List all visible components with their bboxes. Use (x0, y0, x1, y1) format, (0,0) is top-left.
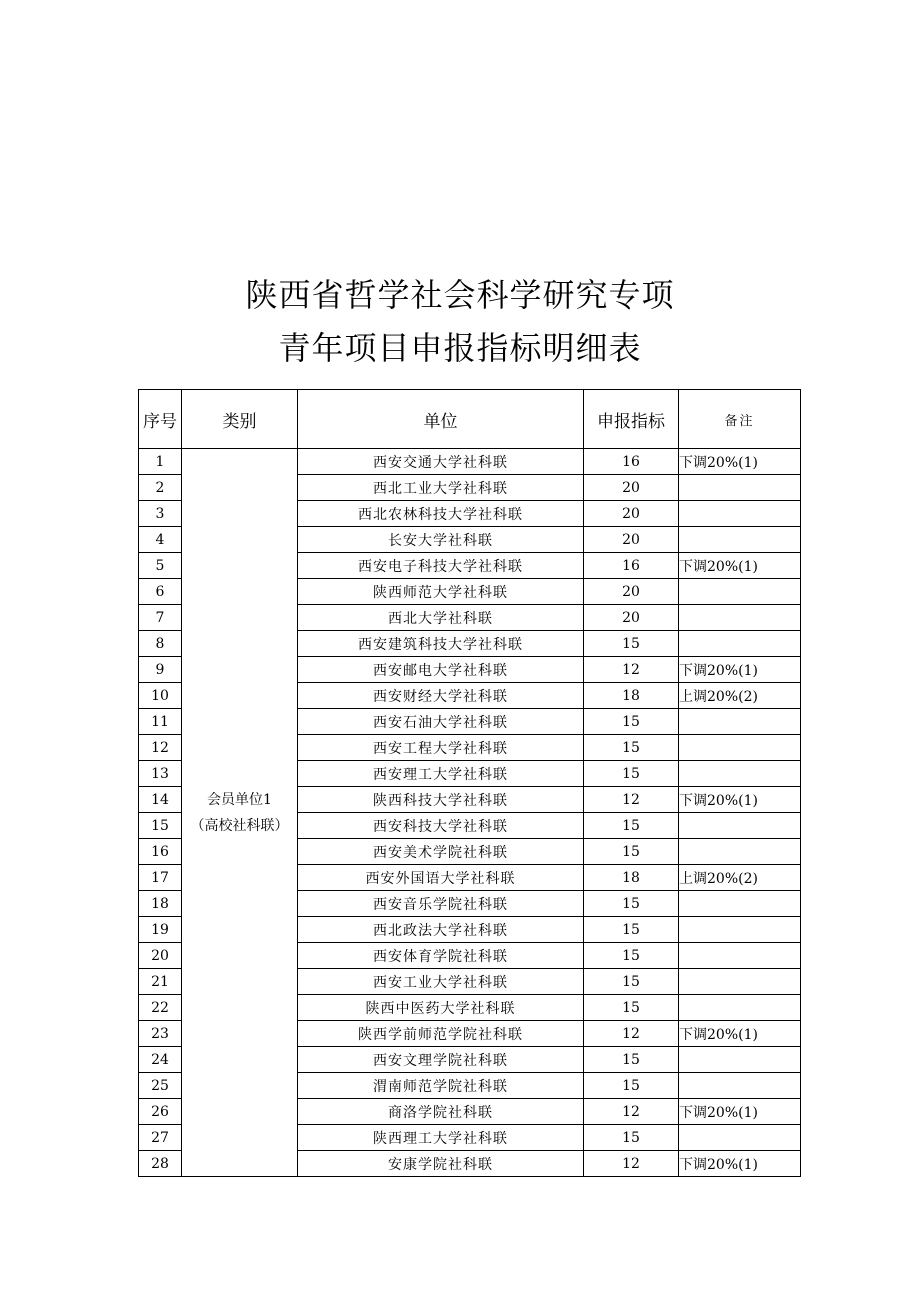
row-note (679, 501, 801, 527)
row-serial-number: 9 (139, 657, 182, 683)
row-note (679, 969, 801, 995)
row-serial-number: 13 (139, 761, 182, 787)
row-quota: 15 (584, 995, 679, 1021)
row-serial-number: 3 (139, 501, 182, 527)
header-row (139, 390, 801, 449)
row-serial-number: 18 (139, 891, 182, 917)
row-unit-name: 安康学院社科联 (298, 1151, 584, 1177)
document-title-line-2: 青年项目申报指标明细表 (278, 329, 642, 367)
row-note (679, 709, 801, 735)
row-unit-name: 西北工业大学社科联 (298, 475, 584, 501)
row-quota: 15 (584, 839, 679, 865)
row-serial-number: 2 (139, 475, 182, 501)
row-note (679, 943, 801, 969)
row-quota: 16 (584, 449, 679, 475)
row-serial-number: 27 (139, 1125, 182, 1151)
row-quota: 12 (584, 1099, 679, 1125)
row-unit-name: 陕西理工大学社科联 (298, 1125, 584, 1151)
row-note (679, 839, 801, 865)
row-unit-name: 陕西科技大学社科联 (298, 787, 584, 813)
row-quota: 18 (584, 865, 679, 891)
row-unit-name: 西安邮电大学社科联 (298, 657, 584, 683)
row-serial-number: 4 (139, 527, 182, 553)
row-serial-number: 22 (139, 995, 182, 1021)
row-quota: 12 (584, 1151, 679, 1177)
row-serial-number: 20 (139, 943, 182, 969)
row-quota: 12 (584, 787, 679, 813)
row-quota: 12 (584, 1021, 679, 1047)
row-note (679, 475, 801, 501)
row-unit-name: 西安科技大学社科联 (298, 813, 584, 839)
row-unit-name: 西安理工大学社科联 (298, 761, 584, 787)
row-note: 上调20%(2) (679, 865, 801, 891)
row-note: 下调20%(1) (679, 657, 801, 683)
row-quota: 15 (584, 761, 679, 787)
row-quota: 15 (584, 631, 679, 657)
row-quota: 20 (584, 501, 679, 527)
row-quota: 20 (584, 527, 679, 553)
row-quota: 15 (584, 943, 679, 969)
row-note (679, 761, 801, 787)
row-note (679, 1047, 801, 1073)
row-unit-name: 西北政法大学社科联 (298, 917, 584, 943)
row-quota: 15 (584, 1047, 679, 1073)
table-row (139, 449, 801, 475)
header-category: 类别 (182, 390, 298, 449)
header-note: 备注 (679, 390, 801, 449)
row-quota: 15 (584, 709, 679, 735)
row-quota: 20 (584, 605, 679, 631)
row-serial-number: 16 (139, 839, 182, 865)
row-note (679, 917, 801, 943)
row-note (679, 579, 801, 605)
row-unit-name: 陕西中医药大学社科联 (298, 995, 584, 1021)
row-serial-number: 10 (139, 683, 182, 709)
row-unit-name: 西安音乐学院社科联 (298, 891, 584, 917)
row-unit-name: 西北大学社科联 (298, 605, 584, 631)
row-serial-number: 7 (139, 605, 182, 631)
row-unit-name: 长安大学社科联 (298, 527, 584, 553)
category-line-1: 会员单位1 (207, 791, 272, 808)
row-quota: 18 (584, 683, 679, 709)
row-serial-number: 12 (139, 735, 182, 761)
row-serial-number: 11 (139, 709, 182, 735)
row-unit-name: 西安电子科技大学社科联 (298, 553, 584, 579)
row-note: 下调20%(1) (679, 787, 801, 813)
row-note (679, 735, 801, 761)
row-quota: 20 (584, 579, 679, 605)
row-note: 下调20%(1) (679, 553, 801, 579)
row-quota: 12 (584, 657, 679, 683)
document-title-line-1: 陕西省哲学社会科学研究专项 (245, 276, 675, 314)
row-note: 下调20%(1) (679, 1021, 801, 1047)
row-serial-number: 15 (139, 813, 182, 839)
row-unit-name: 西安美术学院社科联 (298, 839, 584, 865)
quota-table (138, 389, 801, 1177)
table-body (139, 449, 801, 1177)
row-serial-number: 6 (139, 579, 182, 605)
row-note (679, 631, 801, 657)
row-serial-number: 5 (139, 553, 182, 579)
row-unit-name: 西安石油大学社科联 (298, 709, 584, 735)
table-header (139, 390, 801, 449)
row-serial-number: 1 (139, 449, 182, 475)
row-serial-number: 8 (139, 631, 182, 657)
row-note (679, 813, 801, 839)
row-note (679, 605, 801, 631)
row-unit-name: 西安体育学院社科联 (298, 943, 584, 969)
row-serial-number: 19 (139, 917, 182, 943)
category-line-2: （高校社科联） (190, 817, 289, 834)
row-quota: 15 (584, 891, 679, 917)
header-serial-number: 序号 (139, 390, 182, 449)
row-unit-name: 商洛学院社科联 (298, 1099, 584, 1125)
row-note (679, 1073, 801, 1099)
row-quota: 15 (584, 813, 679, 839)
row-unit-name: 陕西师范大学社科联 (298, 579, 584, 605)
row-unit-name: 西安交通大学社科联 (298, 449, 584, 475)
row-unit-name: 渭南师范学院社科联 (298, 1073, 584, 1099)
row-unit-name: 西安工业大学社科联 (298, 969, 584, 995)
row-quota: 15 (584, 1073, 679, 1099)
row-serial-number: 17 (139, 865, 182, 891)
row-serial-number: 24 (139, 1047, 182, 1073)
header-quota: 申报指标 (584, 390, 679, 449)
row-unit-name: 陕西学前师范学院社科联 (298, 1021, 584, 1047)
row-note (679, 527, 801, 553)
row-note (679, 1125, 801, 1151)
row-unit-name: 西安建筑科技大学社科联 (298, 631, 584, 657)
row-quota: 20 (584, 475, 679, 501)
row-unit-name: 西安外国语大学社科联 (298, 865, 584, 891)
row-serial-number: 28 (139, 1151, 182, 1177)
row-unit-name: 西北农林科技大学社科联 (298, 501, 584, 527)
row-unit-name: 西安文理学院社科联 (298, 1047, 584, 1073)
row-note: 下调20%(1) (679, 1151, 801, 1177)
row-quota: 16 (584, 553, 679, 579)
row-quota: 15 (584, 969, 679, 995)
row-serial-number: 14 (139, 787, 182, 813)
row-quota: 15 (584, 917, 679, 943)
row-serial-number: 23 (139, 1021, 182, 1047)
row-note: 下调20%(1) (679, 1099, 801, 1125)
row-unit-name: 西安工程大学社科联 (298, 735, 584, 761)
category-cell (182, 449, 298, 1177)
row-note (679, 891, 801, 917)
row-serial-number: 25 (139, 1073, 182, 1099)
header-unit: 单位 (298, 390, 584, 449)
row-serial-number: 21 (139, 969, 182, 995)
row-unit-name: 西安财经大学社科联 (298, 683, 584, 709)
row-note: 下调20%(1) (679, 449, 801, 475)
row-quota: 15 (584, 1125, 679, 1151)
row-quota: 15 (584, 735, 679, 761)
row-note (679, 995, 801, 1021)
row-serial-number: 26 (139, 1099, 182, 1125)
row-note: 上调20%(2) (679, 683, 801, 709)
